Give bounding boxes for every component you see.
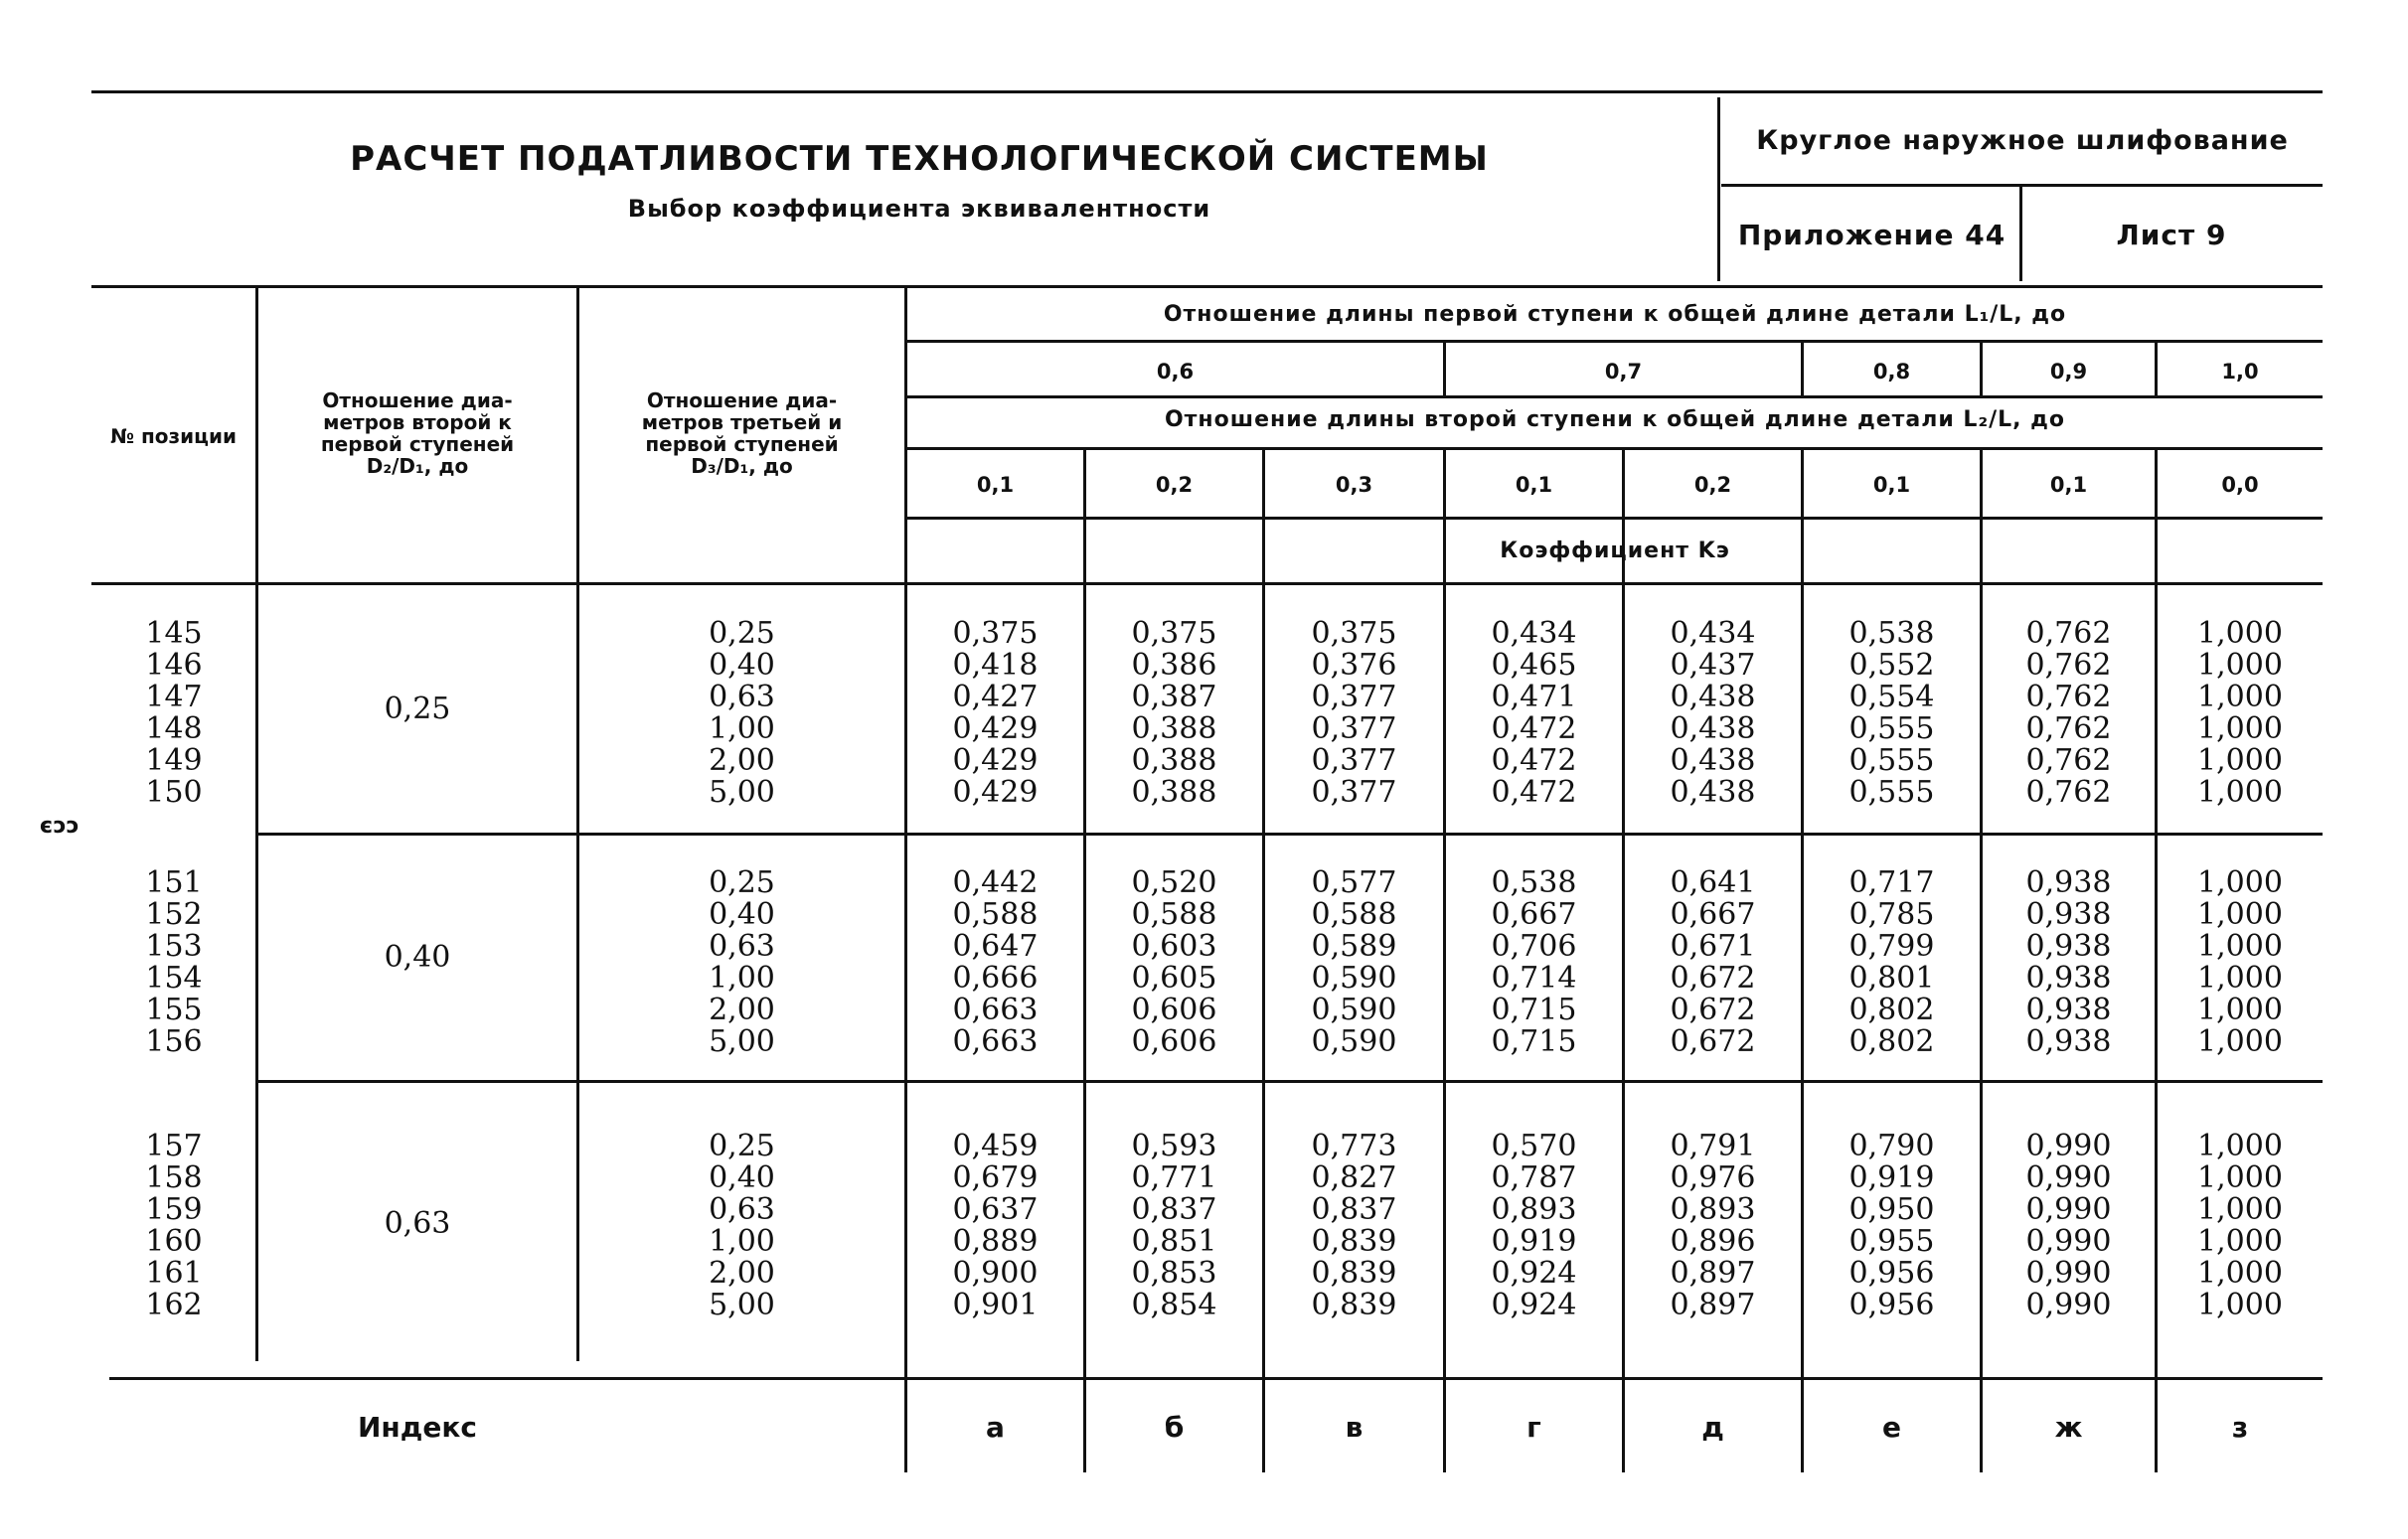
coef-column-e: 0,717 0,785 0,799 0,801 0,802 0,802 bbox=[1848, 865, 1935, 1059]
d2-value: 0,40 bbox=[384, 940, 451, 975]
col-line-1 bbox=[255, 288, 258, 1361]
coef-column-g: 0,538 0,667 0,706 0,714 0,715 0,715 bbox=[1491, 865, 1577, 1059]
coefficient-caption: Коэффициент Kэ bbox=[1500, 539, 1730, 563]
l2-value: 0,1 bbox=[976, 473, 1015, 497]
header-divider bbox=[1717, 97, 1720, 281]
position-column-header: № позиции bbox=[109, 424, 238, 448]
d3-column-header: Отношение диа- метров третьей и первой ступеней D₃/D₁, до bbox=[641, 388, 843, 478]
coef-column-e: 0,790 0,919 0,950 0,955 0,956 0,956 bbox=[1848, 1129, 1935, 1322]
coef-column-b: 0,593 0,771 0,837 0,851 0,853 0,854 bbox=[1131, 1129, 1217, 1322]
coef-column-zh: 0,990 0,990 0,990 0,990 0,990 0,990 bbox=[2025, 1129, 2112, 1322]
index-letter: а bbox=[986, 1411, 1005, 1444]
page-title: РАСЧЕТ ПОДАТЛИВОСТИ ТЕХНОЛОГИЧЕСКОЙ СИСТЕМЫ bbox=[350, 139, 1489, 179]
coef-column-zh: 0,762 0,762 0,762 0,762 0,762 0,762 bbox=[2025, 616, 2112, 810]
l1-value: 0,9 bbox=[2049, 360, 2088, 384]
l2-caption: Отношение длины второй ступени к общей длине детали L₂/L, до bbox=[1164, 407, 2066, 432]
l2-value: 0,1 bbox=[2049, 473, 2088, 497]
coef-column-v: 0,577 0,588 0,589 0,590 0,590 0,590 bbox=[1311, 865, 1397, 1059]
coef-column-g: 0,434 0,465 0,471 0,472 0,472 0,472 bbox=[1491, 616, 1577, 810]
coef-column-b: 0,375 0,386 0,387 0,388 0,388 0,388 bbox=[1131, 616, 1217, 810]
coef-column-d: 0,434 0,437 0,438 0,438 0,438 0,438 bbox=[1670, 616, 1756, 810]
group-rule-2 bbox=[255, 1080, 2323, 1083]
coef-column-z: 1,000 1,000 1,000 1,000 1,000 1,000 bbox=[2197, 865, 2283, 1059]
coef-column-d: 0,791 0,976 0,893 0,896 0,897 0,897 bbox=[1670, 1129, 1756, 1322]
l1-value: 0,7 bbox=[1604, 360, 1643, 384]
index-letter: ж bbox=[2054, 1411, 2083, 1444]
l2-value: 0,3 bbox=[1335, 473, 1373, 497]
index-letter: д bbox=[1701, 1411, 1724, 1444]
l2-caption-rule bbox=[907, 447, 2323, 450]
d3-list: 0,25 0,40 0,63 1,00 2,00 5,00 bbox=[709, 616, 775, 810]
table-top-rule bbox=[91, 285, 2323, 288]
l1-value: 1,0 bbox=[2221, 360, 2259, 384]
coef-column-e: 0,538 0,552 0,554 0,555 0,555 0,555 bbox=[1848, 616, 1935, 810]
top-rule bbox=[91, 90, 2323, 93]
coef-column-b: 0,520 0,588 0,603 0,605 0,606 0,606 bbox=[1131, 865, 1217, 1059]
coef-column-a: 0,459 0,679 0,637 0,889 0,900 0,901 bbox=[952, 1129, 1039, 1322]
position-list: 151 152 153 154 155 156 bbox=[145, 865, 203, 1059]
index-letter: б bbox=[1164, 1411, 1185, 1444]
coef-column-zh: 0,938 0,938 0,938 0,938 0,938 0,938 bbox=[2025, 865, 2112, 1059]
coef-column-d: 0,641 0,667 0,671 0,672 0,672 0,672 bbox=[1670, 865, 1756, 1059]
index-letter: г bbox=[1526, 1411, 1541, 1444]
index-letter: з bbox=[2231, 1411, 2249, 1444]
coef-column-z: 1,000 1,000 1,000 1,000 1,000 1,000 bbox=[2197, 1129, 2283, 1322]
index-letter: е bbox=[1882, 1411, 1901, 1444]
coef-column-v: 0,773 0,827 0,837 0,839 0,839 0,839 bbox=[1311, 1129, 1397, 1322]
d3-list: 0,25 0,40 0,63 1,00 2,00 5,00 bbox=[709, 865, 775, 1059]
d2-column-header: Отношение диа- метров второй к первой ступеней D₂/D₁, до bbox=[320, 388, 515, 478]
coef-column-a: 0,442 0,588 0,647 0,666 0,663 0,663 bbox=[952, 865, 1039, 1059]
l2-value: 0,0 bbox=[2221, 473, 2259, 497]
coef-column-a: 0,375 0,418 0,427 0,429 0,429 0,429 bbox=[952, 616, 1039, 810]
d3-list: 0,25 0,40 0,63 1,00 2,00 5,00 bbox=[709, 1129, 775, 1322]
l2-value: 0,2 bbox=[1155, 473, 1194, 497]
l2-values-rule bbox=[907, 517, 2323, 520]
d2-value: 0,63 bbox=[384, 1206, 451, 1241]
index-label: Индекс bbox=[358, 1411, 477, 1444]
d2-value: 0,25 bbox=[384, 692, 451, 726]
l2-value: 0,1 bbox=[1515, 473, 1553, 497]
appendix-number: Приложение 44 bbox=[1737, 219, 2007, 251]
l1-caption-rule bbox=[907, 340, 2323, 343]
l1-values-rule bbox=[907, 395, 2323, 398]
operation-name: Круглое наружное шлифование bbox=[1756, 125, 2289, 156]
l1-value: 0,8 bbox=[1872, 360, 1911, 384]
position-list: 145 146 147 148 149 150 bbox=[145, 616, 203, 810]
header-bottom-rule bbox=[91, 582, 2323, 585]
coef-column-v: 0,375 0,376 0,377 0,377 0,377 0,377 bbox=[1311, 616, 1397, 810]
index-letter: в bbox=[1345, 1411, 1364, 1444]
sheet-number: Лист 9 bbox=[2116, 219, 2227, 251]
l1-caption: Отношение длины первой ступени к общей длине детали L₁/L, до bbox=[1163, 302, 2067, 327]
col-line-2 bbox=[576, 288, 579, 1361]
side-mark: ссэ bbox=[40, 815, 80, 840]
page-subtitle: Выбор коэффициента эквивалентности bbox=[627, 195, 1211, 223]
l2-value: 0,2 bbox=[1693, 473, 1732, 497]
coef-column-z: 1,000 1,000 1,000 1,000 1,000 1,000 bbox=[2197, 616, 2283, 810]
position-list: 157 158 159 160 161 162 bbox=[145, 1129, 203, 1322]
group-rule-1 bbox=[255, 833, 2323, 836]
l1-value: 0,6 bbox=[1156, 360, 1195, 384]
table-bottom-rule bbox=[109, 1377, 2323, 1380]
coef-column-g: 0,570 0,787 0,893 0,919 0,924 0,924 bbox=[1491, 1129, 1577, 1322]
l2-value: 0,1 bbox=[1872, 473, 1911, 497]
